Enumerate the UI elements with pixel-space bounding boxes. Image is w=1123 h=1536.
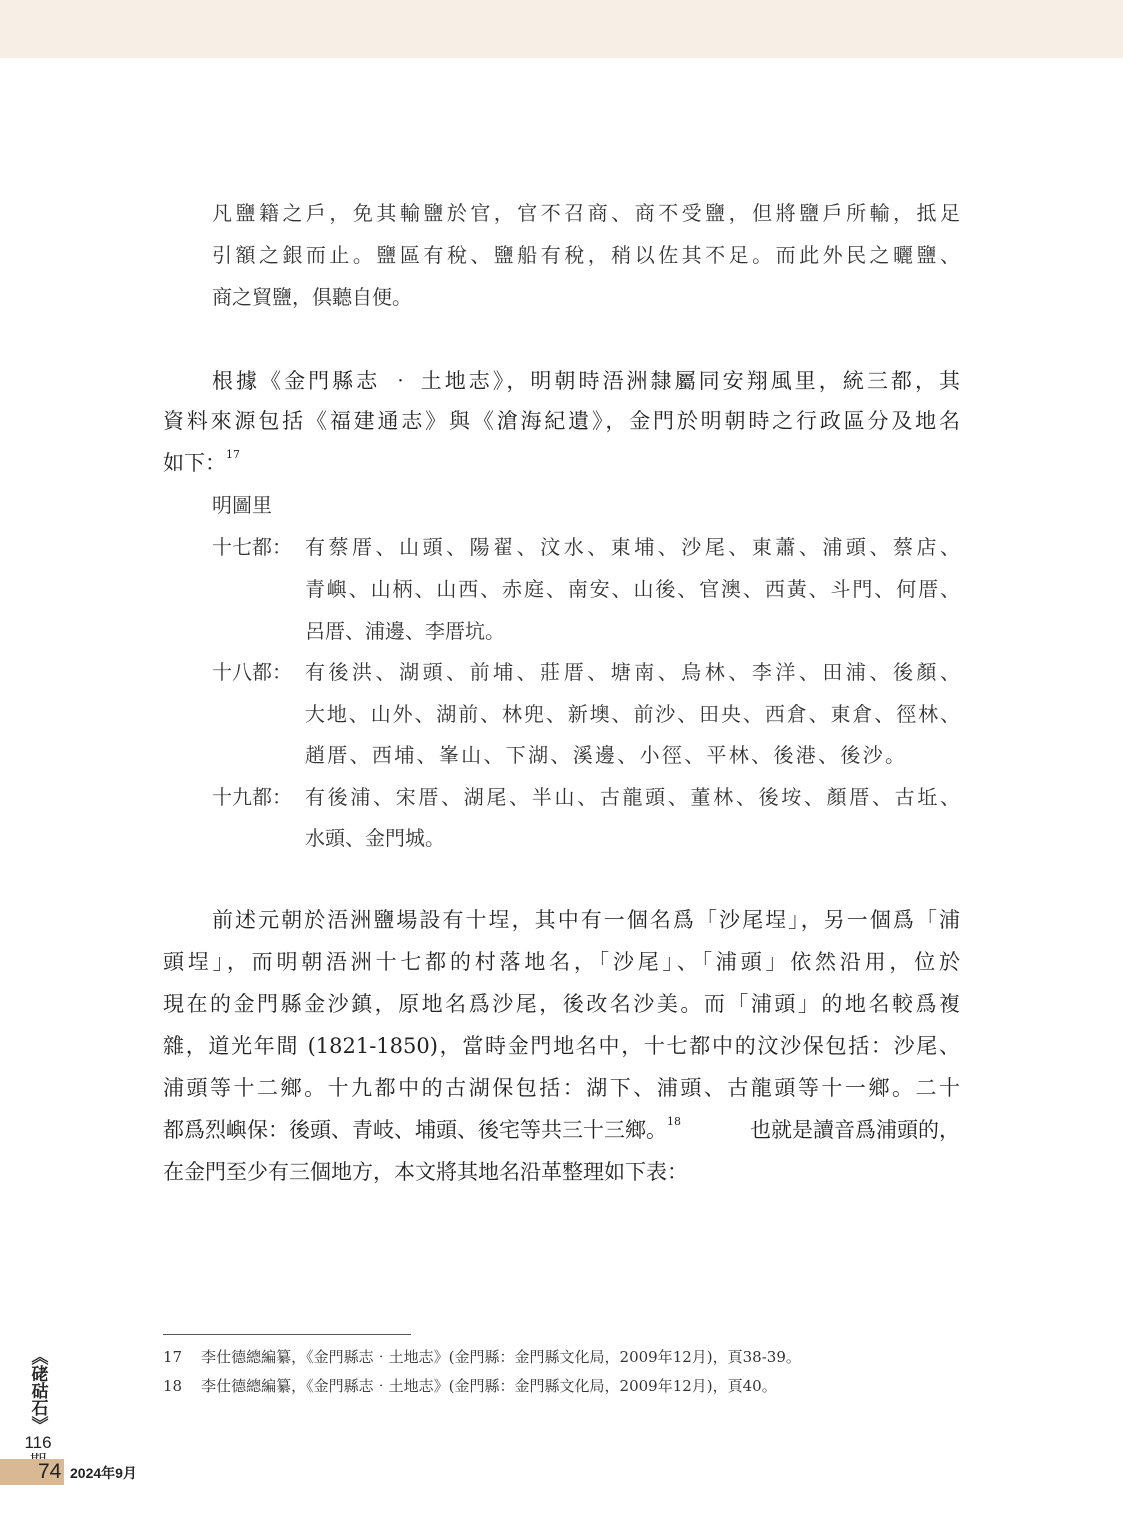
- district-label: 十七都：: [212, 535, 292, 559]
- paragraph-line: 根據《金門縣志 ‧ 土地志》，明朝時浯洲隸屬同安翔風里，統三都，其: [212, 369, 960, 393]
- footnote-number: 17: [163, 1348, 183, 1366]
- footnote-ref: 18: [667, 1115, 681, 1128]
- paragraph-line: 頭埕」，而明朝浯洲十七都的村落地名，「沙尾」、「浦頭」依然沿用，位於: [163, 950, 960, 974]
- footnote-divider: [163, 1334, 411, 1335]
- paragraph-line: 浦頭等十二鄉。十九都中的古湖保包括：湖下、浦頭、古龍頭等十一鄉。二十: [163, 1076, 960, 1100]
- district-line: 青嶼、山柄、山西、赤庭、南安、山後、官澳、西黃、斗門、何厝、: [305, 577, 960, 601]
- quote-line: 凡鹽籍之戶，免其輸鹽於官，官不召商、商不受鹽，但將鹽戶所輸，抵足: [212, 201, 960, 225]
- district-line: 趙厝、西埔、峯山、下湖、溪邊、小徑、平林、後港、後沙。: [305, 743, 905, 767]
- district-label: 十八都：: [212, 660, 292, 684]
- paragraph-text: 如下：: [163, 451, 226, 475]
- footnote: [163, 1376, 777, 1396]
- list-heading: 明圖里: [212, 493, 272, 517]
- paragraph-line: 在金門至少有三個地方，本文將其地名沿革整理如下表：: [163, 1160, 688, 1184]
- footnote-text: 李仕德總編纂，《金門縣志‧土地志》(金門縣：金門縣文化局，2009年12月)，頁40。: [201, 1377, 777, 1395]
- quote-line: 引額之銀而止。鹽區有稅、鹽船有稅，稍以佐其不足。而此外民之曬鹽、: [212, 243, 960, 267]
- footnote-text: 李仕德總編纂，《金門縣志‧土地志》(金門縣：金門縣文化局，2009年12月)，頁38-39。: [201, 1348, 801, 1366]
- paragraph-line: [163, 1116, 960, 1144]
- paragraph-line: [163, 449, 240, 477]
- journal-sidebar: [22, 1348, 54, 1471]
- district-line: 有蔡厝、山頭、陽翟、汶水、東埔、沙尾、東蕭、浦頭、蔡店、: [305, 535, 960, 559]
- footnote-ref: 17: [226, 448, 240, 461]
- district-line: 大地、山外、湖前、林兜、新墺、前沙、田央、西倉、東倉、徑林、: [305, 702, 960, 726]
- paragraph-line: 雜，道光年間 (1821-1850)，當時金門地名中，十七都中的汶沙保包括：沙尾、: [163, 1034, 960, 1058]
- header-band: [0, 0, 1123, 58]
- district-line: 呂厝、浦邊、李厝坑。: [305, 619, 505, 643]
- paragraph-line: 資料來源包括《福建通志》與《滄海紀遺》，金門於明朝時之行政區分及地名: [163, 409, 960, 433]
- journal-title: 《硓𥑮石》: [28, 1348, 48, 1433]
- paragraph-text: 也就是讀音爲浦頭的，: [750, 1118, 960, 1142]
- footnote-number: 18: [163, 1377, 183, 1395]
- paragraph-line: 前述元朝於浯洲鹽場設有十埕，其中有一個名爲「沙尾埕」，另一個爲「浦: [212, 908, 960, 932]
- district-label: 十九都：: [212, 785, 292, 809]
- page-number: 74: [38, 1460, 62, 1483]
- district-line: 有後浦、宋厝、湖尾、半山、古龍頭、董林、後垵、顏厝、古坵、: [305, 785, 960, 809]
- issue-number: 116: [24, 1433, 52, 1452]
- district-line: 水頭、金門城。: [305, 826, 445, 850]
- quote-line: 商之貿鹽，俱聽自便。: [212, 285, 412, 309]
- district-line: 有後洪、湖頭、前埔、莊厝、塘南、烏林、李洋、田浦、後顏、: [305, 660, 960, 684]
- footnote: [163, 1347, 801, 1367]
- paragraph-line: 現在的金門縣金沙鎮，原地名爲沙尾，後改名沙美。而「浦頭」的地名較爲複: [163, 992, 960, 1016]
- paragraph-text: 都爲烈嶼保：後頭、青岐、埔頭、後宅等共三十三鄉。: [163, 1118, 667, 1142]
- issue-date: 2024年9月: [70, 1465, 137, 1481]
